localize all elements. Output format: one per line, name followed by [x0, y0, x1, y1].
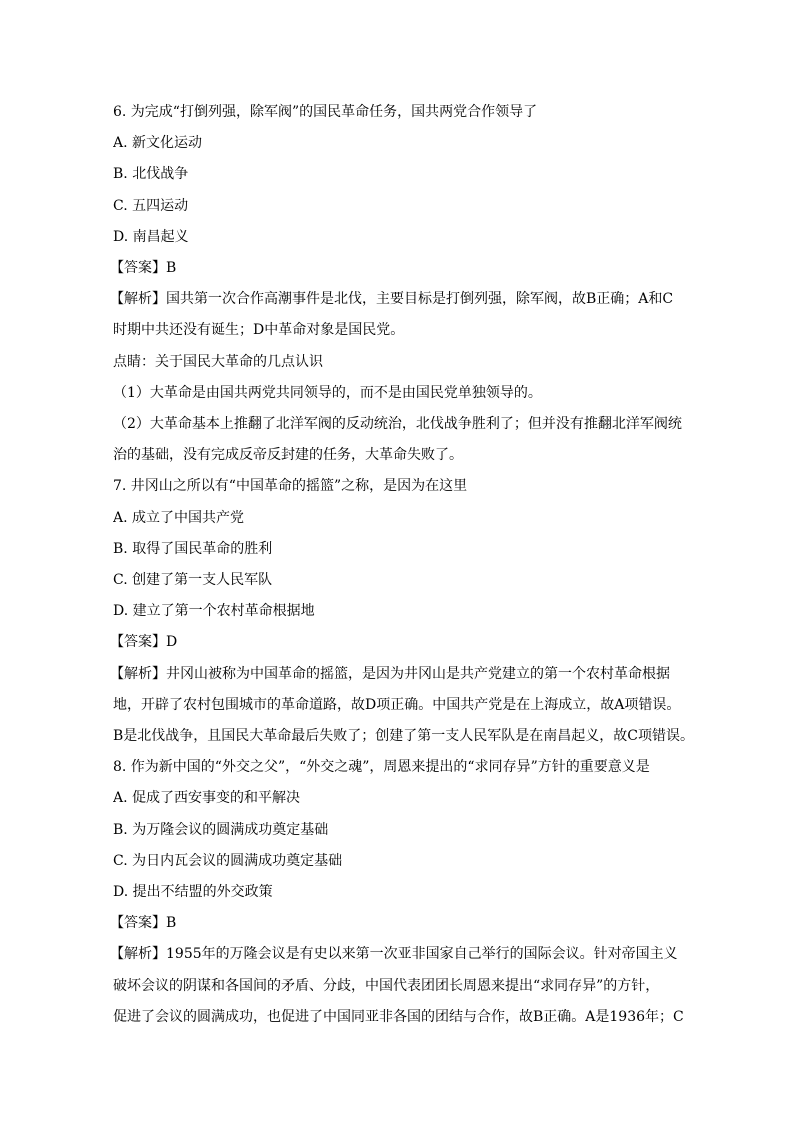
question-6-option-c: C. 五四运动	[113, 198, 189, 214]
key-point-2-line-2: 治的基础，没有完成反帝反封建的任务，大革命失败了。	[113, 447, 463, 463]
question-6-option-b: B. 北伐战争	[113, 166, 189, 182]
question-6-option-d: D. 南昌起义	[113, 229, 189, 245]
question-7-option-a: A. 成立了中国共产党	[113, 510, 245, 526]
question-8-option-c: C. 为日内瓦会议的圆满成功奠定基础	[113, 853, 343, 869]
question-7-answer: 【答案】D	[110, 634, 178, 650]
question-8-answer: 【答案】B	[110, 915, 177, 931]
question-8-stem: 8. 作为新中国的“外交之父”，“外交之魂”，周恩来提出的“求同存异”方针的重要意义是	[113, 759, 650, 775]
question-6-answer: 【答案】B	[110, 260, 177, 276]
question-7-option-c: C. 创建了第一支人民军队	[113, 572, 273, 588]
question-6-analysis-line-2: 时期中共还没有诞生；D中革命对象是国民党。	[113, 322, 405, 338]
question-8-option-b: B. 为万隆会议的圆满成功奠定基础	[113, 822, 329, 838]
key-point-2-line-1: （2）大革命基本上推翻了北洋军阀的反动统治，北伐战争胜利了；但并没有推翻北洋军阀统	[113, 416, 682, 432]
question-6-option-a: A. 新文化运动	[113, 135, 203, 151]
question-7-analysis-line-1: 【解析】井冈山被称为中国革命的摇篮，是因为井冈山是共产党建立的第一个农村革命根据	[110, 666, 670, 682]
question-8-analysis-line-2: 破坏会议的阴谋和各国间的矛盾、分歧，中国代表团团长周恩来提出“求同存异”的方针，	[113, 978, 660, 994]
question-8-analysis-line-3: 促进了会议的圆满成功，也促进了中国同亚非各国的团结与合作，故B正确。A是1936年；C	[113, 1009, 684, 1025]
key-point-heading: 点睛：关于国民大革命的几点认识	[113, 354, 323, 370]
question-7-analysis-line-2: 地，开辟了农村包围城市的革命道路，故D项正确。中国共产党是在上海成立，故A项错误。	[113, 697, 681, 713]
question-6-analysis-line-1: 【解析】国共第一次合作高潮事件是北伐，主要目标是打倒列强，除军阀，故B正确；A和C	[110, 291, 674, 307]
question-8-analysis-line-1: 【解析】1955年的万隆会议是有史以来第一次亚非国家自己举行的国际会议。针对帝国主义	[110, 946, 678, 962]
question-8-option-d: D. 提出不结盟的外交政策	[113, 884, 273, 900]
key-point-1: （1）大革命是由国共两党共同领导的，而不是由国民党单独领导的。	[113, 385, 542, 401]
question-7-option-b: B. 取得了国民革命的胜利	[113, 541, 273, 557]
question-6-stem: 6. 为完成“打倒列强，除军阀”的国民革命任务，国共两党合作领导了	[113, 104, 538, 120]
question-7-option-d: D. 建立了第一个农村革命根据地	[113, 603, 315, 619]
question-7-stem: 7. 井冈山之所以有“中国革命的摇篮”之称，是因为在这里	[113, 478, 468, 494]
question-7-analysis-line-3: B是北伐战争，且国民大革命最后失败了；创建了第一支人民军队是在南昌起义，故C项错误。	[113, 728, 694, 744]
question-8-option-a: A. 促成了西安事变的和平解决	[113, 790, 301, 806]
